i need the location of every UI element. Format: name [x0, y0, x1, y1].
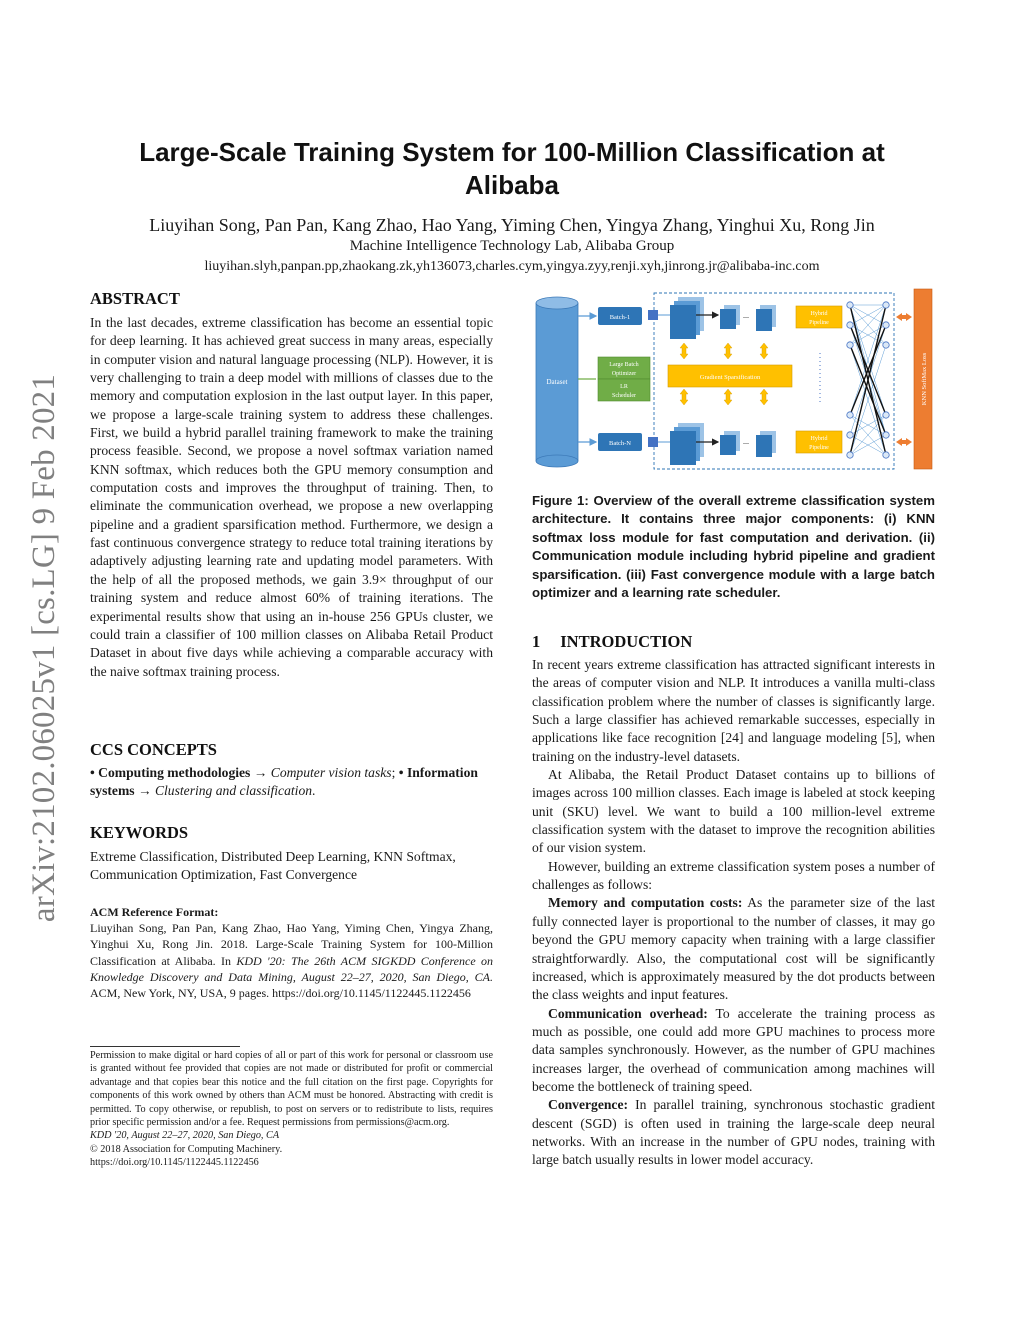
node [883, 412, 889, 418]
dataset-cylinder [536, 297, 578, 467]
acm-reference-citation: Liuyihan Song, Pan Pan, Kang Zhao, Hao Yang, Yiming Chen, Yingya Zhang, Yinghui Xu, Rong Jin. 2018. Large-Scale Training System for 100-Million Classification at Alibaba. In [90, 921, 493, 968]
ccs-concepts-heading: CCS CONCEPTS [90, 740, 217, 759]
hybrid-pipeline-top [796, 306, 842, 328]
section-title: INTRODUCTION [560, 632, 693, 651]
node [883, 452, 889, 458]
node [847, 322, 853, 328]
introduction-heading [532, 631, 935, 653]
dataset-label: Dataset [546, 378, 568, 386]
gpu-stack-front [670, 305, 696, 339]
architecture-diagram-svg [532, 285, 935, 473]
intro-paragraph-2: At Alibaba, the Retail Product Dataset contains up to billions of images across 100 million classes. Each image is labeled at stock keeping unit (SKU) level. We want to build a 100 million-level extreme classification system with the dataset to improve the recognition abilities of our vision system. [532, 767, 935, 856]
intro-communication-term: Communication overhead: [548, 1005, 708, 1021]
section-number: 1 [532, 632, 541, 651]
double-arrow [760, 343, 768, 359]
abstract-heading: ABSTRACT [90, 289, 180, 308]
optimizer-label-line1: Large Batch [609, 362, 639, 368]
ccs-term-information: • Information systems [90, 765, 478, 799]
intro-paragraph-communication [532, 1005, 935, 1097]
keywords-text: Extreme Classification, Distributed Deep Learning, KNN Softmax, Communication Optimization, Fast Convergence [90, 849, 456, 883]
ccs-concepts-body [90, 764, 493, 801]
affiliation: Machine Intelligence Technology Lab, Alibaba Group [349, 238, 675, 254]
gradient-sparsification-box [668, 365, 792, 387]
figure-1-architecture-diagram [532, 285, 935, 473]
double-arrow [680, 343, 688, 359]
figure-1-caption: Figure 1: Overview of the overall extreme classification system architecture. It contains three major components: (i) KNN softmax loss module for fast computation and derivation. (ii) Communication module including hybrid pipeline and gradient sparsification. (iii) Fast convergence module with a large batch optimizer and a learning rate scheduler. [532, 493, 935, 601]
paper-title: Large-Scale Training System for 100-Million Classification at Alibaba [139, 137, 885, 200]
keywords-heading: KEYWORDS [90, 823, 189, 842]
ccs-arrow: → [250, 765, 271, 780]
gpu-cube [720, 309, 736, 329]
node [847, 342, 853, 348]
batch-1-label: Batch-1 [609, 314, 631, 321]
loss-arrow-top [896, 313, 912, 321]
double-arrow [724, 343, 732, 359]
node [883, 302, 889, 308]
hybrid-pipeline-bottom [796, 431, 842, 453]
footnote-copyright: © 2018 Association for Computing Machinery. [90, 1143, 283, 1155]
gpu-cube [756, 435, 772, 457]
batch-n-label: Batch-N [608, 440, 632, 447]
hybrid-label-line2: Pipeline [809, 445, 829, 451]
hybrid-label-line2: Pipeline [809, 320, 829, 326]
footnote-doi: https://doi.org/10.1145/1122445.1122456 [90, 1157, 259, 1169]
arxiv-identifier-stamp: arXiv:2102.06025v1 [cs.LG] 9 Feb 2021 [26, 373, 62, 923]
author-emails: liuyihan.slyh,panpan.pp,zhaokang.zk,yh136073,charles.cym,yingya.zyy,renji.xyh,jinrong.jr@alibaba-inc.com [204, 259, 820, 274]
abstract-text: In the last decades, extreme classification has become an essential topic for deep learning. It has achieved great success in many areas, especially in computer vision and natural language processing (NLP). However, it is very challenging to train a deep model with millions of classes due to the memory and computation explosion in the last output layer. In this paper, we propose a large-scale training system to address these challenges. First, we build a hybrid parallel training framework to make the training process feasible. Second, we propose a novel softmax variation named KNN softmax, which reduces both the GPU memory consumption and computation costs and improves the throughput of training. Then, to eliminate the communication overhead, we propose a new overlapping pipeline and a gradient sparsification method. Furthermore, we design a fast continuous convergence strategy to reduce total training iterations by adaptively adjusting learning rate and updating model parameters. With the help of all the proposed methods, we gain 3.9× throughput of our training system and reduce almost 60% of training iterations. The experimental results show that using an in-house 256 GPUs cluster, we could train a classifier of 100 million classes on Alibaba Retail Product Dataset in about five days while achieving a comparable accuracy with the naive softmax training process. [90, 315, 493, 679]
ccs-arrow: → [134, 783, 155, 799]
intro-convergence-term: Convergence: [548, 1097, 629, 1113]
intro-paragraph-3: However, building an extreme classification system poses a number of challenges as follows: [532, 858, 935, 893]
ccs-term-computing: • Computing methodologies [90, 765, 251, 780]
acm-reference-venue: KDD '20: The 26th ACM SIGKDD Conference on Knowledge Discovery and Data Mining, August 22–27, 2020, San Diego, CA. [90, 953, 493, 984]
node [883, 432, 889, 438]
acm-reference [90, 904, 493, 1001]
double-arrow [680, 389, 688, 405]
ccs-end: . [312, 783, 316, 799]
node [847, 412, 853, 418]
intro-paragraph-1: In recent years extreme classification has attracted significant interests in the areas of computer vision and NLP. It introduces a vanilla multi-class classification problem where the number of classes is significantly large. Such a large classifier has achieved remarkable successes, especially in applications like face recognition [24] and language modeling [5], when training on the industry-level datasets. [532, 657, 935, 764]
loss-arrow-bottom [896, 438, 912, 446]
ccs-subterm-vision: Computer vision tasks [270, 765, 392, 780]
optimizer-label-line2: Optimizer [611, 371, 637, 377]
node [883, 342, 889, 348]
footnote-divider [90, 1046, 240, 1047]
batch-n-box [598, 433, 642, 451]
hybrid-label-line1: Hybrid [810, 436, 828, 442]
batch-1-box [598, 307, 642, 325]
ccs-subterm-clustering: Clustering and classification [154, 783, 313, 799]
ellipsis: ... [743, 311, 749, 320]
large-batch-optimizer-box [598, 357, 650, 379]
scheduler-label-line2: Scheduler [612, 393, 636, 399]
introduction-body [532, 656, 935, 1170]
node [847, 302, 853, 308]
intro-memory-text: As the parameter size of the last fully connected layer is proportional to the number of classes, it may go beyond the GPU memory capacity when training with a large classifier straightforwardly. Also, the computational cost will be significantly increased, which is approximately measured by the dot products between the class weights and input features. [532, 895, 936, 1003]
gpu-node [648, 437, 658, 447]
intro-paragraph-convergence [532, 1096, 935, 1169]
ccs-separator: ; [391, 765, 399, 780]
knn-softmax-loss-box [914, 289, 932, 469]
gpu-cube [756, 309, 772, 331]
ellipsis: ... [743, 437, 749, 446]
intro-memory-term: Memory and computation costs: [548, 895, 743, 911]
acm-reference-label: ACM Reference Format: [90, 905, 219, 919]
top-gpu-pipeline [648, 297, 842, 339]
node [847, 432, 853, 438]
intro-paragraph-memory [532, 894, 935, 1004]
double-arrow [724, 389, 732, 405]
node [883, 322, 889, 328]
gradient-sparsification-label: Gradient Sparsification [699, 374, 761, 381]
gpu-stack-front [670, 431, 696, 465]
author-list: Liuyihan Song, Pan Pan, Kang Zhao, Hao Yang, Yiming Chen, Yingya Zhang, Yinghui Xu, Rong Jin [149, 215, 875, 235]
gpu-cube [720, 435, 736, 455]
bottom-gpu-pipeline [648, 423, 842, 465]
abstract-body [90, 314, 493, 681]
intro-convergence-text: In parallel training, synchronous stochastic gradient descent (SGD) is often used in training the large-scale deep neural networks. With an increase in the number of GPU nodes, training with large batch usually results in lower model accuracy. [532, 1097, 935, 1168]
permission-footnote [90, 1049, 493, 1170]
hybrid-label-line1: Hybrid [810, 311, 828, 317]
acm-reference-publisher: ACM, New York, NY, USA, 9 pages. https://doi.org/10.1145/1122445.1122456 [90, 986, 471, 1001]
knn-softmax-loss-label: KNN SoftMax Loss [921, 352, 928, 406]
permission-statement: Permission to make digital or hard copies of all or part of this work for personal or classroom use is granted without fee provided that copies are not made or distributed for profit or commercial advantage and that copies bear this notice and the full citation on the first page. Copyrights for components of this work owned by others than ACM must be honored. Abstracting with credit is permitted. To copy otherwise, or republish, to post on servers or to redistribute to lists, requires prior specific permission and/or a fee. Request permissions from permissions@acm.org. [90, 1050, 493, 1129]
intro-communication-text: To accelerate the training process as much as possible, one could add more GPU machines to process more data samples synchronously. However, as the number of GPU machines increases larger, the overhead of communication among machines will become the bottleneck of training speed. [532, 1005, 936, 1094]
footnote-conference: KDD '20, August 22–27, 2020, San Diego, CA [90, 1130, 280, 1142]
keywords-body [90, 848, 493, 885]
double-arrow [760, 389, 768, 405]
node [847, 452, 853, 458]
gpu-node [648, 310, 658, 320]
knn-fc-node-network [850, 305, 886, 455]
scheduler-label-line1: LR [620, 384, 628, 390]
lr-scheduler-box [598, 379, 650, 401]
